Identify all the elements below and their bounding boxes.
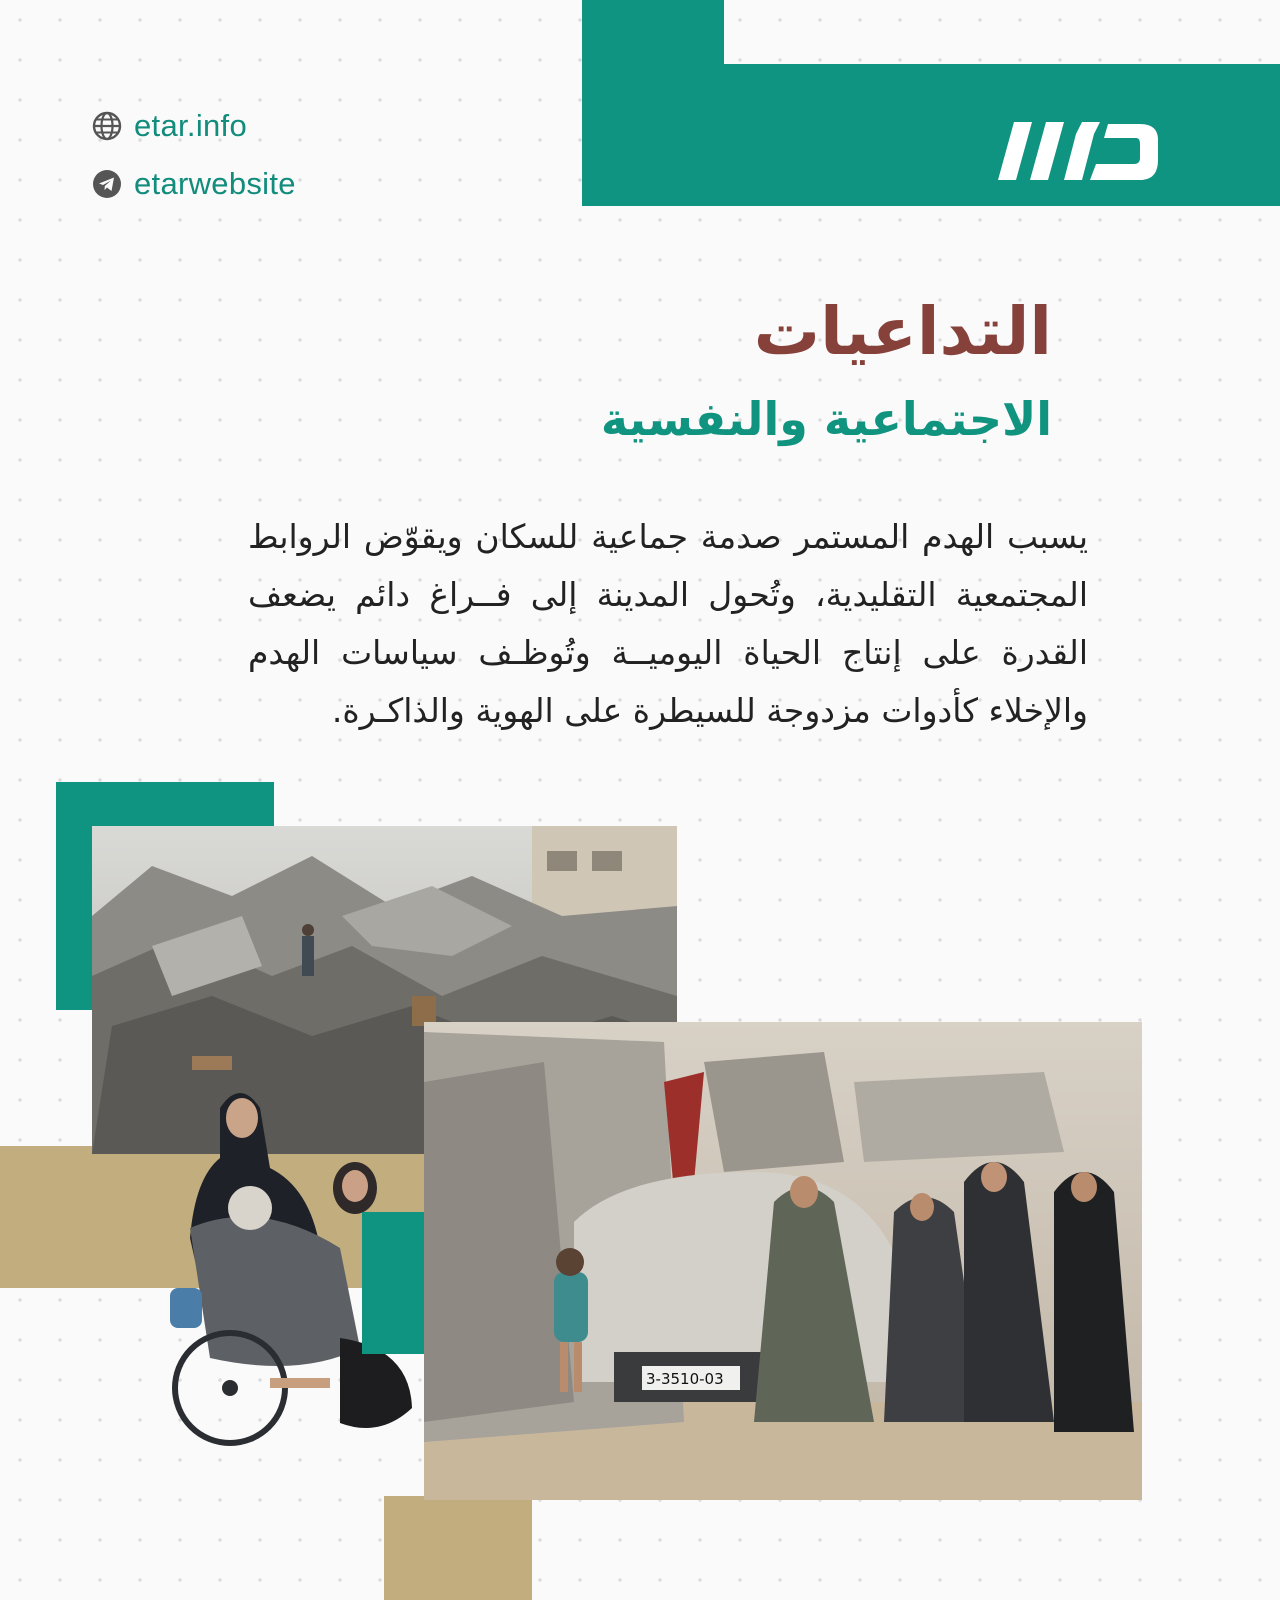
license-plate-text: 3-3510-03	[646, 1370, 724, 1388]
telegram-icon	[92, 169, 122, 199]
body-paragraph: يسبب الهدم المستمر صدمة جماعية للسكان ويقوّض الروابط المجتمعية التقليدية، وتُحول المدينة إلى فــراغ دائم يضعف القدرة على إنتاج الحياة اليوميــة وتُوظـف سياسات الهدم والإخلاء كأدوات مزدوجة للسيطرة على الهوية والذاكـرة.	[248, 517, 1088, 730]
page-subtitle: الاجتماعية والنفسية	[600, 392, 1052, 446]
telegram-handle[interactable]: etarwebsite	[134, 166, 296, 201]
telegram-row[interactable]	[92, 166, 296, 202]
website-row[interactable]	[92, 108, 296, 144]
brand-logo[interactable]	[990, 120, 1160, 182]
header-band	[582, 64, 1280, 206]
globe-icon	[92, 111, 122, 141]
decor-gold-bottom	[384, 1496, 532, 1600]
logo-icon	[990, 120, 1160, 182]
page-title: التداعيات	[753, 293, 1052, 370]
header-band-top	[582, 0, 724, 66]
website-link[interactable]: etar.info	[134, 108, 248, 143]
contact-info	[92, 108, 296, 202]
displaced-photo	[424, 1022, 1142, 1500]
